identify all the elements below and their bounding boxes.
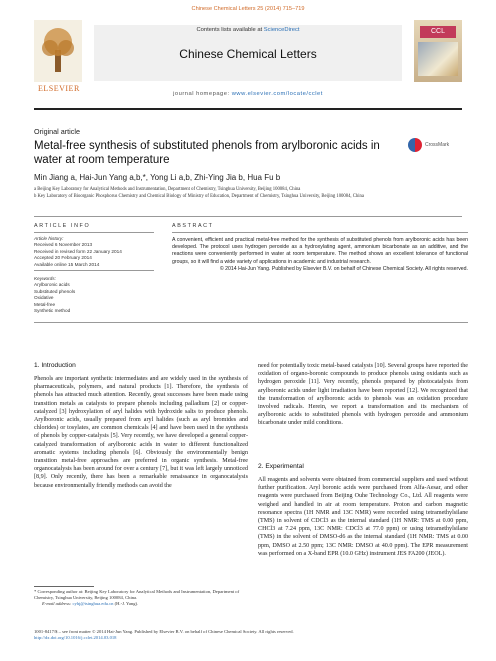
footnote-rule	[34, 586, 94, 587]
keyword: Arylboronic acids	[34, 282, 70, 288]
affiliations	[34, 186, 434, 200]
article-info-heading: ARTICLE INFO	[34, 223, 91, 229]
journal-cover-thumbnail	[414, 20, 462, 82]
crossmark-label: CrossMark	[425, 142, 450, 148]
history-accepted: Accepted 20 February 2014	[34, 255, 92, 261]
cover-mark: CCL	[420, 26, 456, 38]
divider	[34, 232, 154, 233]
section-heading-introduction: 1. Introduction	[34, 362, 76, 369]
email-link[interactable]: cyhj@tsinghua.edu.cn	[72, 601, 114, 606]
email-line	[34, 601, 248, 607]
keyword: Metal-free	[34, 301, 56, 307]
email-suffix: (H.-J. Yang).	[113, 601, 139, 606]
introduction-continued: need for potentially toxic metal-based catalysts [10]. Several groups have reported the oxidation of organo-boronic compounds to produce phenols using oxidants such as hydrogen peroxide [11]. Very recently, phenols prepared by photocatalysis from arylboronic acids under light irradiation have been reported [12]. We recognized that the transformation of arylboronic acids to phenols was an oxidation procedure involved radicals. Herein, we report a transformation and its mechanism of arylboronic acids to substituted phenols with hydrogen peroxide and ammonium bicarbonate under mild conditions.	[258, 363, 468, 427]
affiliation-a: a Beijing Key Laboratory for Analytical Methods and Instrumentation, Department of Chemistry, Tsinghua University, Beijing 100084, China	[34, 187, 301, 192]
section-heading-experimental: 2. Experimental	[258, 463, 304, 470]
journal-title: Chinese Chemical Letters	[179, 47, 317, 61]
journal-masthead	[34, 20, 462, 108]
issn-copyright: 1001-8417/$ – see front matter © 2014 Hai-Jun Yang. Published by Elsevier B.V. on behalf of Chinese Chemical Society. All rights reserved.	[34, 629, 294, 634]
divider	[34, 322, 468, 323]
publisher-logo-text: ELSEVIER	[38, 84, 80, 93]
keywords	[34, 276, 158, 314]
author-list: Min Jiang a, Hai-Jun Yang a,b,*, Yong Li a,b, Zhi-Ying Jia b, Hua Fu b	[34, 173, 281, 182]
keyword: Substituted phenols	[34, 288, 76, 294]
history-received: Received 6 November 2013	[34, 242, 93, 248]
contents-prefix: Contents lists available at	[196, 27, 264, 33]
abstract-text: A convenient, efficient and practical metal-free method for the synthesis of substituted phenols from arylboronic acids has been developed. The protocol uses hydrogen peroxide as a hydroxylating agent, ammonium bicarbonate as an additive, and the reactions were conveniently performed in water at room temperature. The method shows an excellent tolerance of functional groups, so it will find a wide variety of applications in academic and industrial research.	[172, 237, 468, 265]
sciencedirect-link[interactable]: ScienceDirect	[263, 27, 300, 33]
homepage-prefix: journal homepage:	[173, 91, 232, 97]
crossmark-icon	[408, 138, 422, 152]
contents-line	[94, 27, 402, 33]
abstract-heading: ABSTRACT	[172, 223, 214, 229]
abstract-copyright: © 2014 Hai-Jun Yang. Published by Elsevier B.V. on behalf of Chinese Chemical Society. All rights reserved.	[219, 266, 468, 272]
keyword: Oxidative	[34, 295, 54, 301]
article-type: Original article	[34, 127, 80, 136]
cover-image	[418, 42, 458, 76]
history-online: Available online 15 March 2014	[34, 261, 100, 267]
tree-icon	[34, 20, 82, 80]
experimental-text: All reagents and solvents were obtained from commercial suppliers and used without further purification. Aryl boronic acids were purchased from Alfa-Aesar, and other reagents were purchased from Beijing Ouhe Technology Co., Ltd. All reagents were weighed and handled in air at room temperature. Proton and carbon magnetic resonance spectra (1H NMR and 13C NMR) were recorded using tetramethylsilane (TMS) in solvent of CDCl3 as the internal standard (1H NMR: TMS at 0.00 ppm, CHCl3 at 7.24 ppm, 13C NMR: CDCl3 at 77.0 ppm) or using tetramethylsilane (TMS) in the solvent of DMSO-d6 as the internal standard (1H NMR: TMS at 0.00 ppm, DMSO at 2.50 ppm; 13C NMR: DMSO at 40.0 ppm). The EPR measurement was performed on a X-band EPR (10.0 GHz) instrument JES FA200 (JEOL).	[258, 477, 468, 557]
divider	[34, 216, 462, 217]
history-label: Article history:	[34, 236, 64, 241]
history-revised: Received in revised form 22 January 2014	[34, 248, 122, 254]
keyword: Synthetic method	[34, 308, 71, 314]
elsevier-logo	[34, 20, 82, 82]
divider	[34, 270, 154, 271]
journal-homepage	[94, 91, 402, 97]
corresponding-author-footnote	[34, 589, 248, 607]
introduction-text: Phenols are important synthetic intermediates and are widely used in the synthesis of pharmaceuticals, polymers, and natural products [1]. Therefore, the synthesis of phenols has attracted much attention. Recently, great successes have been made using transition metals as catalysts to prepare phenols including palladium [2] or copper-catalyzed [3] hydroxylation of aryl halides with hydroxide salts to produce phenols. Arylboronic acids, usually prepared from aryl halides (such as aryl bromides and chlorides) or tosylates, are common chemicals [4] and have been used in the synthesis of phenols by copper-catalysis [5]. Very recently, we have developed a general copper-catalyzed transformation of arylboronic acids in water to different functionalized aromatic systems including phenols [6]. Obviously the environmentally benign transition metal-free approaches are preferred in organic synthesis. Metal-free organocatalysis has been around for over a century [7], but it was left largely unnoticed [8,9]. Only recently, there has been a remarkable renaissance in organocatalysis because environmentally friendly methods can avoid the	[34, 376, 248, 489]
keywords-label: Keywords:	[34, 276, 56, 281]
masthead-rule	[34, 108, 462, 110]
divider	[172, 232, 468, 233]
article-history	[34, 236, 158, 268]
email-label: E-mail address:	[42, 601, 73, 606]
article-title: Metal-free synthesis of substituted phenols from arylboronic acids in water at room temperature	[34, 140, 380, 166]
front-matter-line	[34, 629, 462, 641]
crossmark-badge[interactable]	[408, 138, 468, 156]
affiliation-b: b Key Laboratory of Bioorganic Phosphorus Chemistry and Chemical Biology of Ministry of Education, Department of Chemistry, Tsinghua University, Beijing 100084, China	[34, 194, 364, 199]
doi-link[interactable]: http://dx.doi.org/10.1016/j.cclet.2014.03.018	[34, 635, 117, 640]
homepage-link[interactable]: www.elsevier.com/locate/cclet	[231, 91, 323, 97]
footnote-text: * Corresponding author at: Beijing Key Laboratory for Analytical Methods and Instrumentation, Department of Chemistry, Tsinghua University, Beijing 100084, China.	[34, 589, 240, 600]
running-head: Chinese Chemical Letters 25 (2014) 715–719	[191, 6, 305, 12]
